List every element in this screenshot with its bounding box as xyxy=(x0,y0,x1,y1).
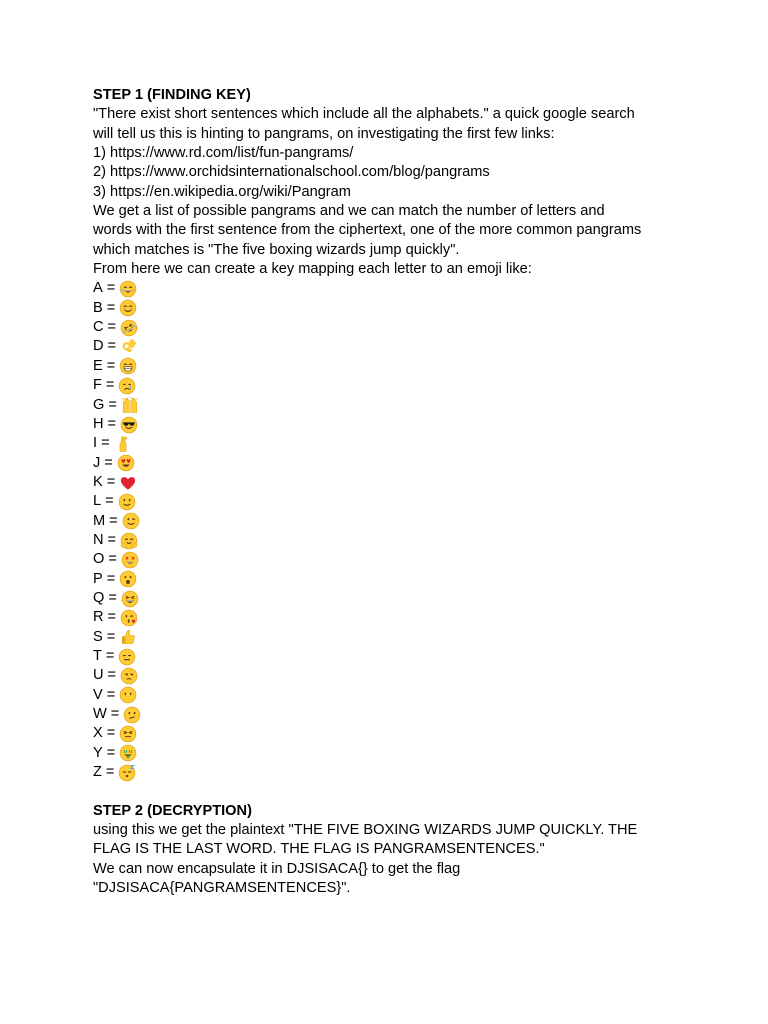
key-equals: = xyxy=(108,396,117,413)
key-equals: = xyxy=(107,338,117,355)
step1-heading: STEP 1 (FINDING KEY) xyxy=(93,87,251,103)
flag-line: "DJSISACA{PANGRAMSENTENCES}". xyxy=(93,880,351,897)
key-row xyxy=(93,705,713,724)
key-letter: F xyxy=(93,377,102,394)
grinning-squinting-face-icon xyxy=(121,590,139,608)
key-equals: = xyxy=(108,551,117,568)
key-equals: = xyxy=(107,319,117,336)
key-equals: = xyxy=(108,589,117,606)
key-row xyxy=(93,415,713,434)
winking-face-icon xyxy=(122,512,140,530)
key-equals: = xyxy=(106,744,116,761)
key-letter: U xyxy=(93,667,104,684)
key-equals: = xyxy=(106,628,116,645)
ok-hand-icon xyxy=(120,338,138,356)
key-equals: = xyxy=(106,299,116,316)
sleeping-face-icon xyxy=(118,764,136,782)
key-letter: G xyxy=(93,396,105,413)
expressionless-face-icon xyxy=(118,648,136,666)
persevering-face-icon xyxy=(119,725,137,743)
key-row xyxy=(93,454,713,473)
document-page xyxy=(93,86,713,898)
key-row xyxy=(93,589,713,608)
key-equals: = xyxy=(104,454,113,471)
red-heart-icon xyxy=(119,474,137,492)
step1-line: words with the first sentence from the ciphertext, one of the more common pangrams xyxy=(93,222,642,239)
raising-hands-icon xyxy=(121,396,139,414)
beaming-face-with-smiling-eyes-icon xyxy=(119,357,137,375)
key-equals: = xyxy=(106,357,116,374)
step2-line: using this we get the plaintext "THE FIVE BOXING WIZARDS JUMP QUICKLY. THE xyxy=(93,822,638,839)
key-letter: Q xyxy=(93,589,105,606)
key-equals: = xyxy=(101,435,110,452)
key-letter: Z xyxy=(93,764,102,781)
money-mouth-face-icon xyxy=(119,744,137,762)
key-letter: T xyxy=(93,647,102,664)
key-equals: = xyxy=(106,725,116,742)
key-row xyxy=(93,647,713,666)
key-row xyxy=(93,512,713,531)
face-blowing-a-kiss-icon xyxy=(120,609,138,627)
key-letter: Y xyxy=(93,744,103,761)
key-row xyxy=(93,550,713,569)
smiling-face-with-sunglasses-icon xyxy=(120,416,138,434)
key-row xyxy=(93,434,713,453)
face-with-open-mouth-icon xyxy=(119,570,137,588)
step2-heading: STEP 2 (DECRYPTION) xyxy=(93,802,252,819)
key-row xyxy=(93,396,713,415)
face-with-diagonal-mouth-icon xyxy=(123,706,141,724)
unamused-face-icon xyxy=(120,667,138,685)
slightly-smiling-face-icon xyxy=(118,493,136,511)
key-letter: O xyxy=(93,551,105,568)
step1-line: which matches is "The five boxing wizards jump quickly". xyxy=(93,241,460,258)
key-letter: E xyxy=(93,357,103,374)
rolling-on-the-floor-laughing-icon xyxy=(120,319,138,337)
key-letter: M xyxy=(93,512,106,529)
key-row xyxy=(93,337,713,356)
smiling-face-with-smiling-eyes-icon xyxy=(119,299,137,317)
key-equals: = xyxy=(106,686,116,703)
link-wikipedia: 3) https://en.wikipedia.org/wiki/Pangram xyxy=(93,183,351,200)
key-row xyxy=(93,570,713,589)
star-struck-icon xyxy=(121,551,139,569)
key-row xyxy=(93,279,713,298)
key-letter: N xyxy=(93,531,104,548)
key-equals: = xyxy=(110,706,120,722)
key-letter: K xyxy=(93,473,103,490)
step1-line: will tell us this is hinting to pangrams, on investigating the first few links: xyxy=(93,125,555,142)
key-equals: = xyxy=(105,493,114,510)
key-letter: B xyxy=(93,299,103,316)
key-equals: = xyxy=(106,473,116,490)
key-row xyxy=(93,744,713,763)
key-letter: C xyxy=(93,319,104,336)
key-row xyxy=(93,724,713,743)
key-equals: = xyxy=(107,415,117,432)
key-equals: = xyxy=(106,570,116,587)
key-equals: = xyxy=(106,280,116,297)
step1-line: "There exist short sentences which include all the alphabets." a quick google search xyxy=(93,106,635,123)
face-without-mouth-icon xyxy=(119,686,137,704)
key-row xyxy=(93,376,713,395)
key-letter: L xyxy=(93,493,102,510)
key-row xyxy=(93,763,713,782)
key-letter: X xyxy=(93,725,103,742)
key-letter: S xyxy=(93,628,103,645)
key-row xyxy=(93,357,713,376)
key-equals: = xyxy=(107,531,117,548)
link-rd: 1) https://www.rd.com/list/fun-pangrams/ xyxy=(93,145,354,162)
key-row xyxy=(93,628,713,647)
key-row xyxy=(93,299,713,318)
thumbs-up-icon xyxy=(119,628,137,646)
key-letter: P xyxy=(93,570,103,587)
key-row xyxy=(93,318,713,337)
key-letter: V xyxy=(93,686,103,703)
key-equals: = xyxy=(109,512,118,529)
hugging-face-icon xyxy=(120,532,138,550)
key-letter: I xyxy=(93,435,98,452)
crossed-fingers-icon xyxy=(114,435,132,453)
key-letter: A xyxy=(93,280,103,297)
emoji-key-list xyxy=(93,279,713,782)
key-row xyxy=(93,608,713,627)
key-equals: = xyxy=(105,647,115,664)
key-letter: H xyxy=(93,415,104,432)
section-spacer xyxy=(93,782,713,801)
key-equals: = xyxy=(107,609,117,626)
step2-line: We can now encapsulate it in DJSISACA{} to get the flag xyxy=(93,860,461,877)
key-letter: R xyxy=(93,609,104,626)
key-row xyxy=(93,531,713,550)
key-equals: = xyxy=(105,377,115,394)
smiling-face-with-heart-eyes-icon xyxy=(117,454,135,472)
key-equals: = xyxy=(105,764,115,781)
crying-face-icon xyxy=(118,377,136,395)
key-letter: D xyxy=(93,338,104,355)
key-row xyxy=(93,666,713,685)
step1-line: From here we can create a key mapping each letter to an emoji like: xyxy=(93,261,532,278)
key-row xyxy=(93,473,713,492)
key-row xyxy=(93,492,713,511)
key-equals: = xyxy=(107,667,117,684)
link-orchids: 2) https://www.orchidsinternationalschool.com/blog/pangrams xyxy=(93,164,490,181)
step2-line: FLAG IS THE LAST WORD. THE FLAG IS PANGRAMSENTENCES." xyxy=(93,841,545,858)
key-letter: J xyxy=(93,454,101,471)
step1-line: We get a list of possible pangrams and we can match the number of letters and xyxy=(93,203,605,220)
key-row xyxy=(93,686,713,705)
key-letter: W xyxy=(93,706,107,722)
face-with-tears-of-joy-icon xyxy=(119,280,137,298)
